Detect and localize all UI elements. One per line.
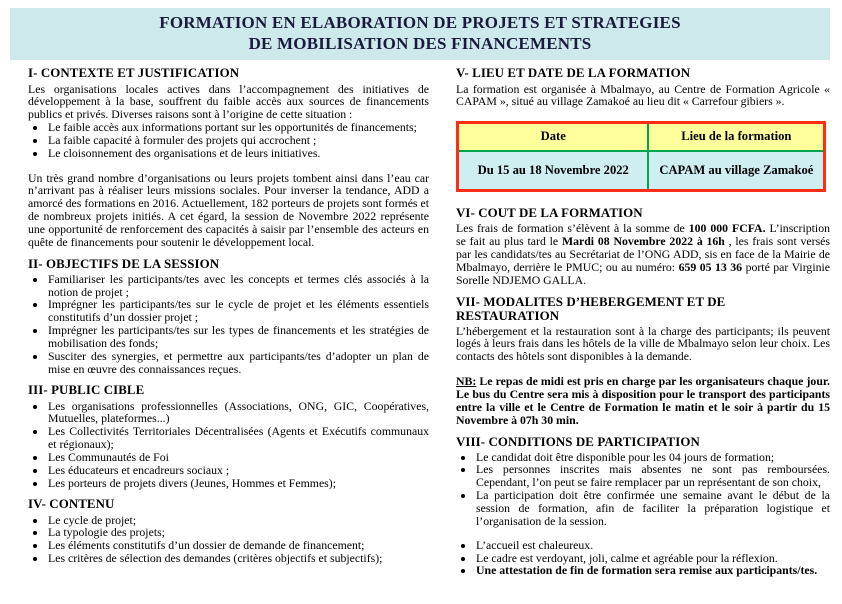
text-run: L’accueil est chaleureux.: [476, 537, 594, 552]
text-run: La typologie des projets;: [48, 525, 165, 540]
text-run: Mardi 08 Novembre 2022 à 16h: [561, 234, 725, 249]
section-heading: I- CONTEXTE ET JUSTIFICATION: [28, 66, 240, 81]
paragraph: [456, 222, 830, 286]
date-location-table: [456, 121, 826, 192]
text-run: Susciter des synergies, et permettre aux participants/tes d’adopter un plan de mise en œuvre des connaissances reçues.: [48, 348, 429, 376]
section-heading: II- OBJECTIFS DE LA SESSION: [28, 256, 220, 271]
document-page: [0, 8, 842, 604]
bullet-item: [47, 350, 429, 376]
text-run: La formation est organisée à Mbalmayo, au Centre de Formation Agricole « CAPAM », situé au village Zamakoé au lieu dit « Carrefour gibiers ».: [456, 81, 830, 109]
text-run: porté par Virginie Sorelle NDJEMO GALLA.: [456, 259, 831, 287]
bullet-item: [47, 273, 429, 299]
table-cell: Du 15 au 18 Novembre 2022: [458, 151, 649, 191]
bullet-item: [47, 400, 429, 426]
bullet-list: [28, 514, 429, 565]
paragraph: [28, 172, 429, 249]
bullet-item: [47, 552, 429, 565]
document-title-line2: DE MOBILISATION DES FINANCEMENTS: [248, 33, 592, 53]
bullet-item: [475, 564, 830, 577]
bullet-list: [28, 400, 429, 490]
text-run: Les Collectivités Territoriales Décentralisées (Agents et Exécutifs communaux et régionaux);: [48, 424, 429, 452]
text-run: Le candidat doit être disponible pour les 04 jours de formation;: [476, 449, 775, 464]
bullet-list: [456, 539, 830, 578]
document-body: [0, 60, 842, 577]
paragraph: [28, 83, 429, 122]
text-run: Une attestation de fin de formation sera remise aux participants/tes.: [476, 563, 818, 578]
table-header-row: [458, 123, 825, 152]
section-public-cible: [28, 383, 429, 489]
table-header-cell: Lieu de la formation: [648, 123, 824, 152]
text-run: Les personnes inscrites mais absentes ne sont pas remboursées. Cependant, l’on peut se faire remplacer par un représentant de son choix,: [476, 462, 830, 490]
text-run: La participation doit être confirmée une semaine avant le début de la session de formation, afin de faciliter la préparation logistique et l’organisation de la session.: [476, 488, 830, 528]
bullet-item: [475, 489, 830, 528]
text-run: Imprégner les participants/tes sur les types de financements et les stratégies de mobilisation des fonds;: [48, 323, 429, 350]
text-run: L’hébergement et la restauration sont à la charge des participants; ils peuvent logés à leurs frais dans les hôtels de la ville de Mbalmayo selon leur choix. Les contacts des hôtels sont disponibles à la demande.: [456, 323, 830, 364]
section-lieu-date: [456, 66, 830, 192]
text-run: La faible capacité à formuler des projets qui accrochent ;: [48, 132, 317, 147]
paragraph: [456, 325, 830, 364]
right-column: [456, 64, 830, 577]
section-conditions: [456, 435, 830, 578]
section-heading: VI- COUT DE LA FORMATION: [456, 206, 643, 221]
text-run: NB:: [456, 374, 477, 389]
bullet-list: [28, 273, 429, 376]
text-run: , les frais sont versés par les candidats/tes au Secrétariat de l’ONG ADD, sis en face de la Mairie de Mbalmayo, derrière le PMUC; ou au numéro:: [456, 234, 830, 274]
text-run: Le faible accès aux informations portant sur les opportunités de financements;: [48, 120, 417, 135]
section-heading: VIII- CONDITIONS DE PARTICIPATION: [456, 434, 700, 449]
section-heading: IV- CONTENU: [28, 497, 115, 512]
text-run: 659 05 13 36: [678, 259, 743, 274]
text-run: Un très grand nombre d’organisations ou leurs projets tombent ainsi dans l’eau car n’arrivant pas à réaliser leurs missions sociales. Pour inverser la tendance, ADD a amorcé des formations en 2016. Actuellement, 182 porteurs de projets sont formés et de nombreux projets initiés. A cet égard, la session de Novembre 2022 représente une opportunité de renforcement des capacités à saisir par l’ensemble des acteurs en quête de financements pour soutenir le développement local.: [28, 170, 429, 249]
bullet-list: [28, 121, 429, 160]
bullet-item: [47, 147, 429, 160]
text-run: Les Communautés de Foi: [48, 449, 169, 464]
title-banner: [10, 8, 830, 60]
text-run: Les porteurs de projets divers (Jeunes, Hommes et Femmes);: [48, 475, 336, 490]
bullet-item: [475, 463, 830, 489]
text-run: Familiariser les participants/tes avec les concepts et termes clés associés à la notion de projet ;: [48, 271, 429, 299]
text-run: Le cycle de projet;: [48, 512, 137, 527]
text-run: 100 000 FCFA.: [688, 221, 766, 236]
document-title-line1: FORMATION EN ELABORATION DE PROJETS ET STRATEGIES: [159, 13, 681, 32]
left-column: [28, 64, 429, 564]
section-cout: [456, 206, 830, 286]
bullet-item: [47, 477, 429, 490]
bullet-item: [47, 425, 429, 451]
paragraph: [456, 83, 830, 109]
text-run: Les critères de sélection des demandes (critères objectifs et subjectifs);: [48, 551, 383, 566]
section-contenu: [28, 497, 429, 564]
section-heading: V- LIEU ET DATE DE LA FORMATION: [456, 66, 691, 81]
paragraph: [456, 375, 830, 426]
table-header-cell: Date: [458, 123, 649, 152]
text-run: Le cadre est verdoyant, joli, calme et agréable pour la réflexion.: [476, 550, 778, 565]
section-heading: VII- MODALITES D’HEBERGEMENT ET DE RESTAURATION: [456, 294, 726, 323]
section-objectifs: [28, 257, 429, 376]
text-run: L’inscription se fait au plus tard le: [456, 221, 830, 249]
bullet-item: [47, 298, 429, 324]
text-run: Les frais de formation s’élèvent à la somme de: [456, 221, 689, 236]
text-run: Les organisations locales actives dans l’accompagnement des initiatives de développement à la base, souffrent du faible accès aux sources de financements publics et privés. Diverses raisons sont à l’origine de cette situation :: [28, 81, 429, 122]
text-run: Les éléments constitutifs d’un dossier de demande de financement;: [48, 538, 365, 553]
text-run: Les éducateurs et encadreurs sociaux ;: [48, 462, 230, 477]
section-contexte: [28, 66, 429, 248]
section-heading: III- PUBLIC CIBLE: [28, 383, 145, 398]
text-run: Imprégner les participants/tes sur le cycle de projet et les éléments essentiels constitutifs d’un dossier projet ;: [48, 297, 429, 325]
text-run: Le repas de midi est pris en charge par les organisateurs chaque jour. Le bus du Centre sera mis à disposition pour le transport des participants entre la ville et le Centre de Formation le matin et le soir à partir du 15 Novembre à 07h 30 min.: [456, 374, 830, 427]
table-cell: CAPAM au village Zamakoé: [648, 151, 824, 191]
text-run: Les organisations professionnelles (Associations, ONG, GIC, Coopératives, Mutuelles, plateformes...): [48, 398, 429, 426]
section-hebergement: [456, 295, 830, 427]
table-row: [458, 151, 825, 191]
bullet-item: [47, 324, 429, 350]
bullet-list: [456, 451, 830, 528]
text-run: Le cloisonnement des organisations et de leurs initiatives.: [48, 145, 321, 160]
